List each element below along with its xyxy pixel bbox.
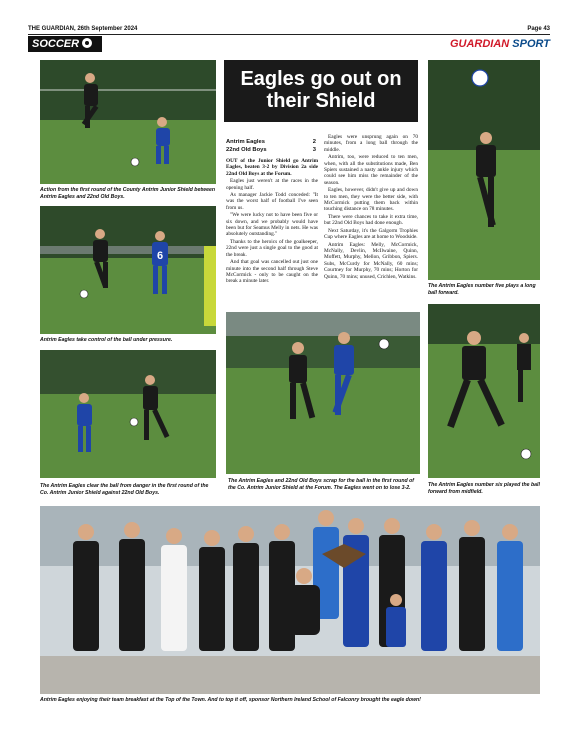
article-paragraph: Next Saturday, it's the Galgorm Trophies Cup where Eagles are at home to Woodside.: [324, 227, 418, 241]
photo-team-breakfast: [40, 506, 540, 694]
scoreboard: [226, 139, 316, 154]
article-lead: OUT of the Junior Shield go Antrim Eagles, beaten 3-2 by Division 2a side 22nd Old Boys at the Forum.: [226, 158, 318, 177]
away-team: 22nd Old Boys: [226, 146, 267, 153]
home-team: Antrim Eagles: [226, 139, 265, 145]
caption-photo-2: Antrim Eagles take control of the ball under pressure.: [40, 337, 173, 343]
photo-match-action-4: [226, 312, 420, 474]
masthead-date: THE GUARDIAN, 26th September 2024: [28, 26, 138, 32]
brand-primary: GUARDIAN: [449, 38, 510, 50]
caption-photo-7: Antrim Eagles enjoying their team breakfast at the Top of the Town. And to top it off, sponsor Northern Ireland School of Falconry brought the eagle down!: [40, 697, 421, 703]
article-paragraph: As manager Jackie Todd conceded: "It was the worst half of football I've seen from us.: [226, 192, 318, 211]
section-bar: [28, 36, 550, 52]
article-column-2: [324, 134, 418, 306]
article-paragraph: And that goal was cancelled out just one minute into the second half through Steve McCormick - only to be caught on the break a minute later.: [226, 259, 318, 285]
masthead-rule: [28, 34, 550, 35]
brand-secondary: SPORT: [512, 38, 550, 50]
article-paragraph: Eagles, however, didn't give up and down to ten men, they were the better side, with McCormick putting them back within touching distance on 78 minutes.: [324, 187, 418, 213]
home-score: 2: [312, 139, 316, 145]
guardian-sport-logo: [450, 36, 550, 52]
caption-photo-1: Action from the first round of the County Antrim Junior Shield between Antrim Eagles and 22nd Old Boys.: [40, 187, 216, 200]
article-paragraph: There were chances to take it extra time, but 22nd Old Boys had done enough.: [324, 213, 418, 227]
page-number: Page 43: [527, 26, 550, 32]
caption-photo-6: The Antrim Eagles number six played the ball forward from midfield.: [428, 482, 540, 495]
section-label-text: SOCCER: [32, 38, 80, 50]
score-row-away: [226, 147, 316, 155]
photo-match-action-3: [40, 350, 216, 478]
article-paragraph: Antrim, too, were reduced to ten men, when, with all the substitutions made, Ben Spiers sustained a nasty ankle injury which could see him miss the remainder of the season.: [324, 154, 418, 186]
article-column-1: [226, 158, 318, 306]
caption-photo-3: The Antrim Eagles clear the ball from danger in the first round of the Co. Antrim Junior Shield against 22nd Old Boys.: [40, 483, 209, 496]
article-paragraph: "We were lucky not to have been five or six down, and we probably would have been but for Seamus Melly in nets. He was absolutely outstanding.": [226, 212, 318, 238]
caption-photo-5: The Antrim Eagles number five plays a long ball forward.: [428, 283, 536, 296]
photo-match-action-1: [40, 60, 216, 184]
photo-match-action-5: [428, 60, 540, 280]
section-label: [28, 36, 102, 52]
football-icon: [82, 38, 92, 48]
article-lineup: Antrim Eagles: Melly, McCormick, McNally, Devlin, McIlwaine, Quinn, Moffett, Murphy, Mellon, Gribbon, Spiers. Subs, McCurdy for McNally, 60 mins; Courtney for Murphy, 70 mins; Horton for Quinn, 70 mins; unused, Crichlen, Watkins.: [324, 241, 418, 280]
article-paragraph: Eagles were unsprung again on 70 minutes, from a long ball through the middle.: [324, 134, 418, 153]
jersey-number: 6: [156, 250, 164, 262]
article-paragraph: Eagles just weren't at the races in the opening half.: [226, 178, 318, 191]
away-score: 3: [312, 146, 316, 153]
photo-match-action-6: [428, 304, 540, 478]
score-row-home: [226, 139, 316, 147]
article-paragraph: Thanks to the heroics of the goalkeeper, 22nd were just a single goal to the good at the break.: [226, 238, 318, 258]
article-headline: Eagles go out on their Shield: [224, 60, 418, 122]
photo-match-action-2: [40, 206, 216, 334]
caption-photo-4: The Antrim Eagles and 22nd Old Boys scrap for the ball in the first round of the Co. Antrim Junior Shield at the Forum. The Eagles went on to lose 3-2.: [228, 478, 415, 491]
